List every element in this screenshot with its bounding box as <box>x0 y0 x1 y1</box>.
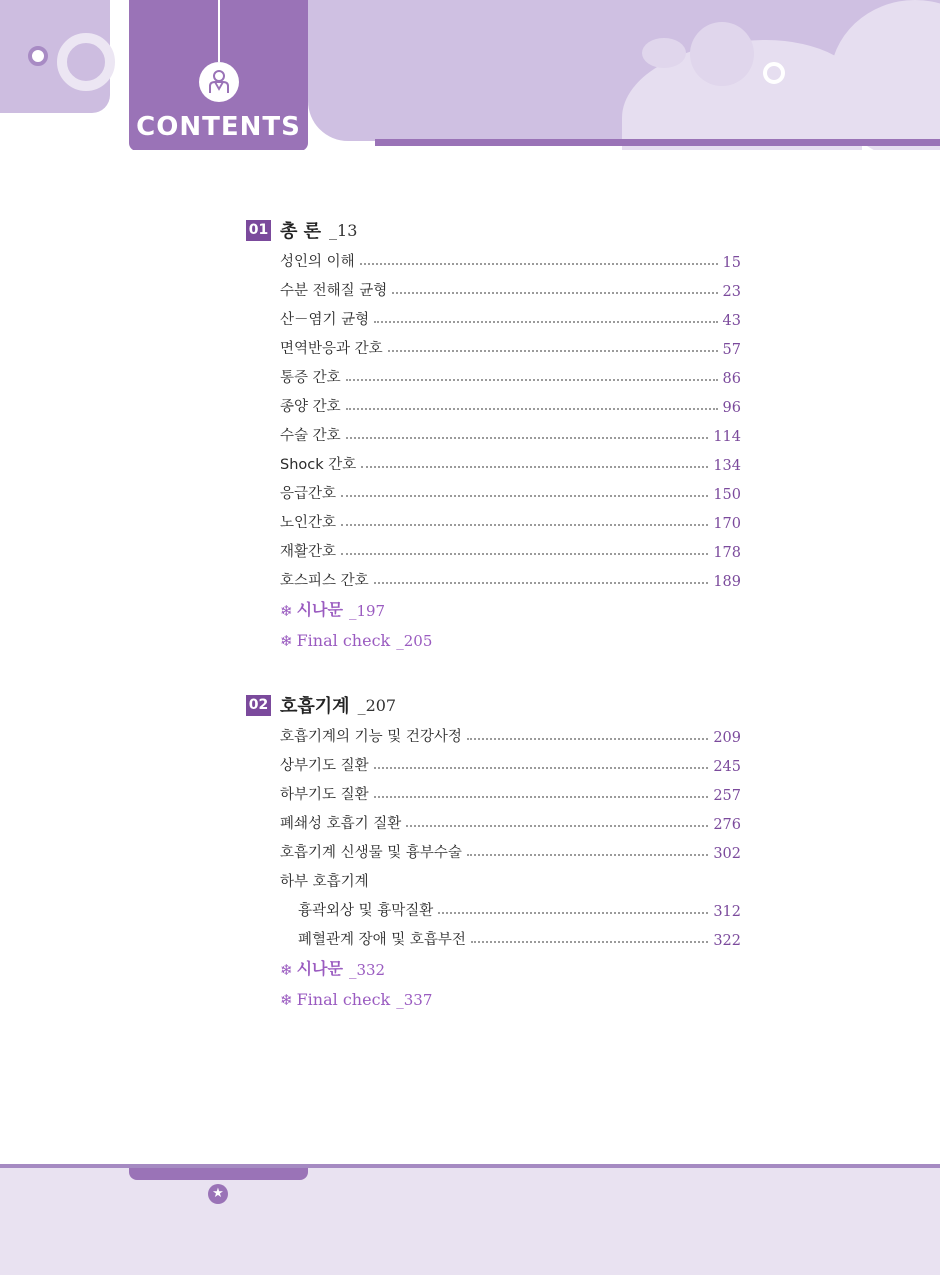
toc-entry[interactable] <box>280 329 741 358</box>
toc-entry[interactable] <box>280 300 741 329</box>
snowflake-icon: ❄ <box>280 602 293 620</box>
toc-entry[interactable] <box>280 717 741 746</box>
toc-entry[interactable] <box>298 891 741 920</box>
toc-special-entry[interactable] <box>280 620 741 650</box>
page-footer <box>0 1168 940 1275</box>
dot-leader <box>467 738 708 740</box>
dot-leader <box>374 582 709 584</box>
dot-leader <box>346 379 718 381</box>
dot-leader <box>374 767 709 769</box>
section-heading[interactable] <box>246 218 741 242</box>
toc-entry[interactable] <box>280 532 741 561</box>
entry-page: 114 <box>713 429 741 445</box>
snowflake-icon: ❄ <box>280 632 293 650</box>
entry-label: 노인간호 <box>280 515 337 531</box>
dot-leader <box>471 941 708 943</box>
entry-label: 성인의 이해 <box>280 254 355 270</box>
section-page: _207 <box>357 695 397 715</box>
entry-label: 통증 간호 <box>280 370 341 386</box>
toc-entry[interactable] <box>280 746 741 775</box>
entry-page: 178 <box>713 545 741 561</box>
toc-entry[interactable] <box>280 804 741 833</box>
toc-section-02 <box>246 693 741 1009</box>
dot-leader <box>374 796 709 798</box>
entry-page: 170 <box>713 516 741 532</box>
toc-entry[interactable] <box>280 387 741 416</box>
dot-leader <box>406 825 708 827</box>
entry-label: 호흡기계 신생물 및 흉부수술 <box>280 845 462 861</box>
entry-page: 312 <box>713 904 741 920</box>
section-number: 02 <box>246 695 271 716</box>
toc-entry[interactable] <box>280 445 741 474</box>
toc-special-entry[interactable] <box>280 979 741 1009</box>
entry-label: 하부기도 질환 <box>280 787 369 803</box>
dot-leader <box>392 292 717 294</box>
special-page: _205 <box>396 632 433 650</box>
dot-leader <box>346 437 709 439</box>
entry-page: 189 <box>713 574 741 590</box>
tab-string <box>218 0 220 62</box>
ring-icon <box>57 33 115 91</box>
toc-special-entry[interactable] <box>280 949 741 979</box>
entry-page: 57 <box>722 342 741 358</box>
header-blob <box>690 22 754 86</box>
entry-label: 면역반응과 간호 <box>280 341 383 357</box>
toc-entry-list <box>246 242 741 650</box>
ring-icon <box>28 46 48 66</box>
entry-label: Shock 간호 <box>280 457 357 473</box>
toc-entry[interactable] <box>280 503 741 532</box>
toc-entry[interactable] <box>280 358 741 387</box>
dot-leader <box>341 495 708 497</box>
doctor-icon <box>199 62 239 102</box>
section-title: 호흡기계 <box>280 696 350 717</box>
special-label: Final check <box>296 990 391 1009</box>
toc-section-01 <box>246 218 741 650</box>
entry-label: 하부 호흡기계 <box>280 874 369 890</box>
special-page: _332 <box>348 961 386 979</box>
special-label: 시나문 <box>296 959 343 978</box>
header-blob <box>642 38 686 68</box>
toc-entry[interactable] <box>280 775 741 804</box>
section-number: 01 <box>246 220 271 241</box>
entry-label: 호스피스 간호 <box>280 573 369 589</box>
entry-label: 호흡기계의 기능 및 건강사정 <box>280 729 462 745</box>
entry-label: 응급간호 <box>280 486 337 502</box>
entry-page: 23 <box>722 284 741 300</box>
entry-label: 상부기도 질환 <box>280 758 369 774</box>
entry-page: 245 <box>713 759 741 775</box>
dot-leader <box>438 912 708 914</box>
special-page: _337 <box>396 991 433 1009</box>
toc-entry[interactable] <box>280 561 741 590</box>
header-accent-bar <box>375 139 940 146</box>
toc-entry[interactable] <box>280 242 741 271</box>
entry-page: 322 <box>713 933 741 949</box>
special-label: Final check <box>296 631 391 650</box>
toc-entry[interactable] <box>280 416 741 445</box>
entry-page: 134 <box>713 458 741 474</box>
toc-entry-list <box>246 717 741 1009</box>
entry-label: 재활간호 <box>280 544 337 560</box>
page-header <box>0 0 940 150</box>
toc-entry[interactable] <box>280 474 741 503</box>
dot-leader <box>346 408 718 410</box>
entry-label: 종양 간호 <box>280 399 341 415</box>
entry-label: 수분 전해질 균형 <box>280 283 388 299</box>
entry-page: 150 <box>713 487 741 503</box>
entry-page: 86 <box>722 371 741 387</box>
dot-leader <box>467 854 708 856</box>
special-label: 시나문 <box>296 600 343 619</box>
entry-page: 302 <box>713 846 741 862</box>
toc-special-entry[interactable] <box>280 590 741 620</box>
ring-icon <box>763 62 785 84</box>
entry-page: 276 <box>713 817 741 833</box>
section-title: 총 론 <box>280 221 322 242</box>
dot-leader <box>341 553 708 555</box>
snowflake-icon: ❄ <box>280 991 293 1009</box>
dot-leader <box>341 524 708 526</box>
section-page: _13 <box>329 220 358 240</box>
toc-entry[interactable] <box>280 833 741 862</box>
star-icon: ★ <box>208 1184 228 1204</box>
entry-label: 폐쇄성 호흡기 질환 <box>280 816 402 832</box>
dot-leader <box>361 466 708 468</box>
entry-page: 96 <box>722 400 741 416</box>
entry-page: 15 <box>722 255 741 271</box>
entry-page: 43 <box>722 313 741 329</box>
entry-label: 흉곽외상 및 흉막질환 <box>298 903 434 919</box>
entry-label: 산－염기 균형 <box>280 312 370 328</box>
entry-page: 257 <box>713 788 741 804</box>
toc-entry[interactable] <box>298 920 741 949</box>
snowflake-icon: ❄ <box>280 961 293 979</box>
dot-leader <box>388 350 718 352</box>
section-heading[interactable] <box>246 693 741 717</box>
special-page: _197 <box>348 602 386 620</box>
page-title: CONTENTS <box>136 112 301 142</box>
footer-tab <box>129 1168 308 1180</box>
toc-entry[interactable] <box>280 862 741 891</box>
entry-label: 폐혈관계 장애 및 호흡부전 <box>298 932 466 948</box>
entry-label: 수술 간호 <box>280 428 341 444</box>
dot-leader <box>360 263 718 265</box>
entry-page: 209 <box>713 730 741 746</box>
toc-entry[interactable] <box>280 271 741 300</box>
dot-leader <box>374 321 717 323</box>
